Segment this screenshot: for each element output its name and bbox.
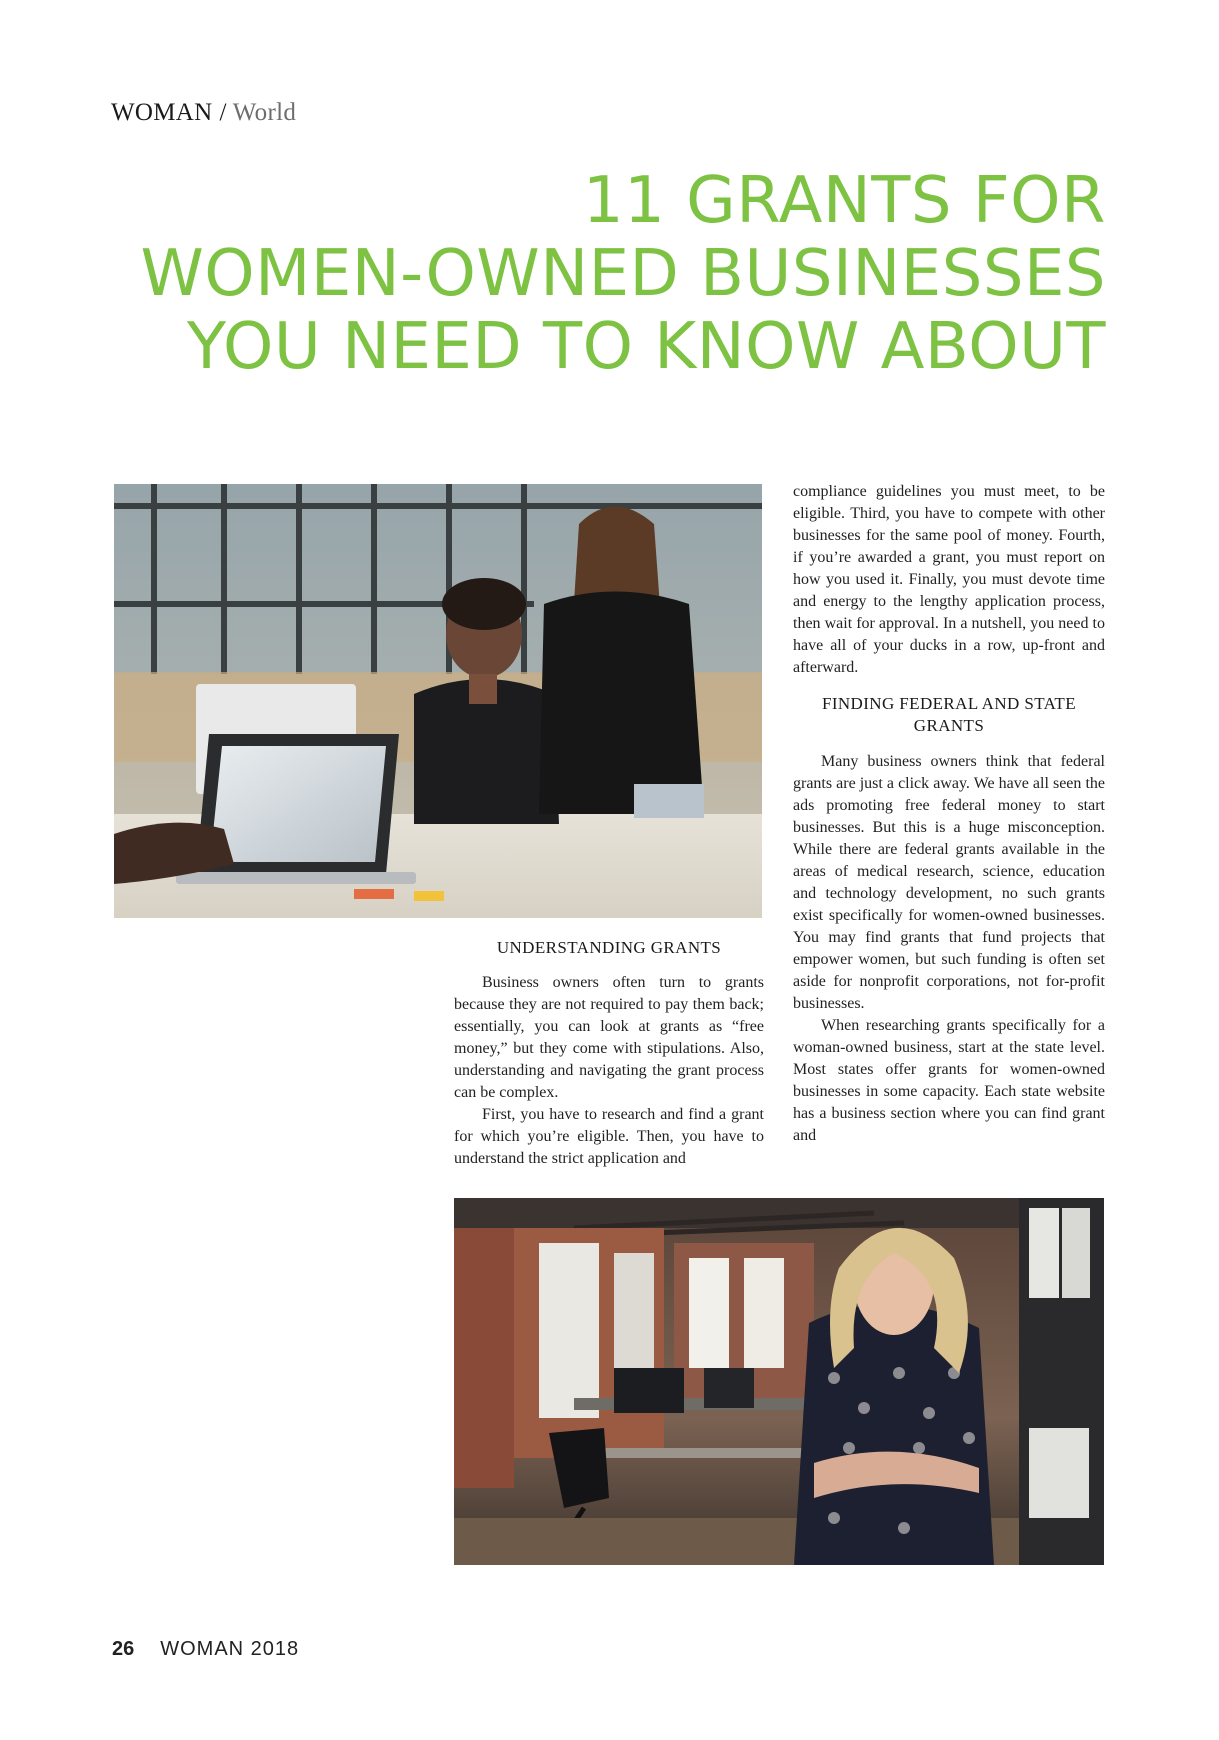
section-label	[111, 99, 296, 127]
subsection-name: World	[232, 99, 297, 126]
section-separator: /	[219, 99, 227, 126]
section-name: WOMAN	[111, 99, 213, 126]
paragraph: Many business owners think that federal grants are just a click away. We have all seen the ads promoting free federal money to start businesses. But this is a huge misconception. While there are federal grants available in the areas of medical research, science, education and technology development, no such grants exist specifically for women-owned businesses. You may find grants that fund projects that empower women, but such funding is often set aside for nonprofit corporations, not for-profit businesses.	[793, 753, 1105, 1012]
article-column-left	[454, 937, 764, 1170]
paragraph: First, you have to research and find a grant for which you’re eligible. Then, you have to understand the strict application and	[454, 1106, 764, 1167]
photo-woman-in-office-arms-crossed	[454, 1198, 1104, 1565]
subheading-understanding-grants: UNDERSTANDING GRANTS	[496, 938, 722, 957]
paragraph: Business owners often turn to grants because they are not required to pay them back; essentially, you can look at grants as “free money,” but they come with stipulations. Also, understanding and navigating the grant process can be complex.	[454, 974, 764, 1101]
article-column-right	[793, 481, 1105, 1147]
photo-two-women-at-laptop	[114, 484, 762, 918]
article-headline	[100, 165, 1106, 384]
headline-line-1: 11 GRANTS FOR	[582, 164, 1106, 238]
headline-line-2: WOMEN-OWNED BUSINESSES	[140, 237, 1106, 311]
page-footer	[112, 1638, 299, 1661]
publication-name: WOMAN 2018	[160, 1638, 300, 1660]
subheading-finding-grants: FINDING FEDERAL AND STATE GRANTS	[821, 694, 1077, 735]
headline-line-3: YOU NEED TO KNOW ABOUT	[186, 310, 1106, 384]
page-number: 26	[112, 1638, 135, 1660]
paragraph: When researching grants specifically for a woman-owned business, start at the state level. Most states offer grants for women-owned businesses in some capacity. Each state website has a business section where you can find grant and	[793, 1017, 1105, 1144]
paragraph-continuation: compliance guidelines you must meet, to be eligible. Third, you have to compete with other businesses for the same pool of money. Fourth, if you’re awarded a grant, you must report on how you used it. Finally, you must devote time and energy to the lengthy application process, then wait for approval. In a nutshell, you need to have all of your ducks in a row, up-front and afterward.	[793, 483, 1105, 676]
